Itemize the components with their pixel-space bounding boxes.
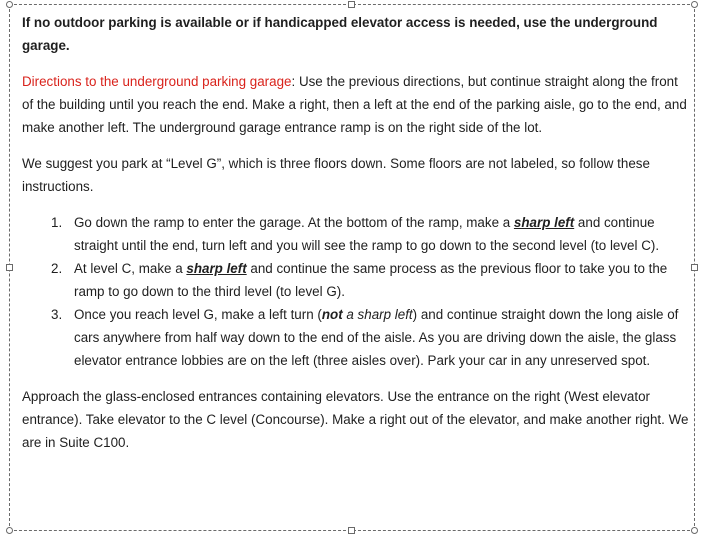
step-number: 2. (51, 261, 63, 276)
step-emphasis-italic: a sharp left (342, 307, 413, 322)
resize-handle-top-left[interactable] (6, 1, 13, 8)
directions-colon: : (291, 74, 296, 89)
step-number: 3. (51, 307, 63, 322)
step-text: At level C, make a (74, 261, 187, 276)
resize-handle-bottom-center[interactable] (348, 527, 355, 534)
list-item (22, 257, 690, 303)
suggestion-paragraph: We suggest you park at “Level G”, which is three floors down. Some floors are not labeled, so follow these instructions. (22, 156, 650, 194)
resize-handle-middle-left[interactable] (6, 264, 13, 271)
directions-label: Directions to the underground parking garage (22, 74, 292, 89)
step-text: and continue straight until the end, turn left and you will see the ramp to go down to the second level (to level C). (74, 215, 660, 253)
directions-paragraph (22, 70, 690, 139)
closing-paragraph: Approach the glass-enclosed entrances containing elevators. Use the entrance on the right (West elevator entrance). Take elevator to the C level (Concourse). Make a right out of the elevator, and make another right. We are in Suite C100. (22, 389, 689, 450)
resize-handle-top-right[interactable] (691, 1, 698, 8)
instruction-list (22, 211, 690, 372)
directions-text: Use the previous directions, but continue straight along the front of the building until you reach the end. Make a right, then a left at the end of the parking aisle, go to the end, and make another left. The underground garage entrance ramp is on the right side of the lot. (22, 74, 687, 135)
step-emphasis: sharp left (186, 261, 247, 276)
resize-handle-middle-right[interactable] (691, 264, 698, 271)
step-emphasis: sharp left (513, 215, 575, 230)
resize-handle-bottom-left[interactable] (6, 527, 13, 534)
list-item (22, 211, 690, 257)
step-text: ) and continue straight down the long aisle of cars anywhere from half way down to the end of the aisle. As you are driving down the aisle, the glass elevator entrance lobbies are on the left (three aisles over). Park your car in any unreserved spot. (74, 307, 679, 368)
step-text: Go down the ramp to enter the garage. At the bottom of the ramp, make a (74, 215, 514, 230)
resize-handle-bottom-right[interactable] (691, 527, 698, 534)
step-emphasis-bold: not (321, 307, 343, 322)
step-number: 1. (51, 215, 63, 230)
document-body (22, 11, 690, 454)
resize-handle-top-center[interactable] (348, 1, 355, 8)
step-text: Once you reach level G, make a left turn ( (74, 307, 322, 322)
intro-heading: If no outdoor parking is available or if handicapped elevator access is needed, use the underground garage. (22, 15, 658, 53)
step-text: and continue the same process as the previous floor to take you to the ramp to go down to the third level (to level G). (74, 261, 668, 299)
list-item (22, 303, 690, 372)
